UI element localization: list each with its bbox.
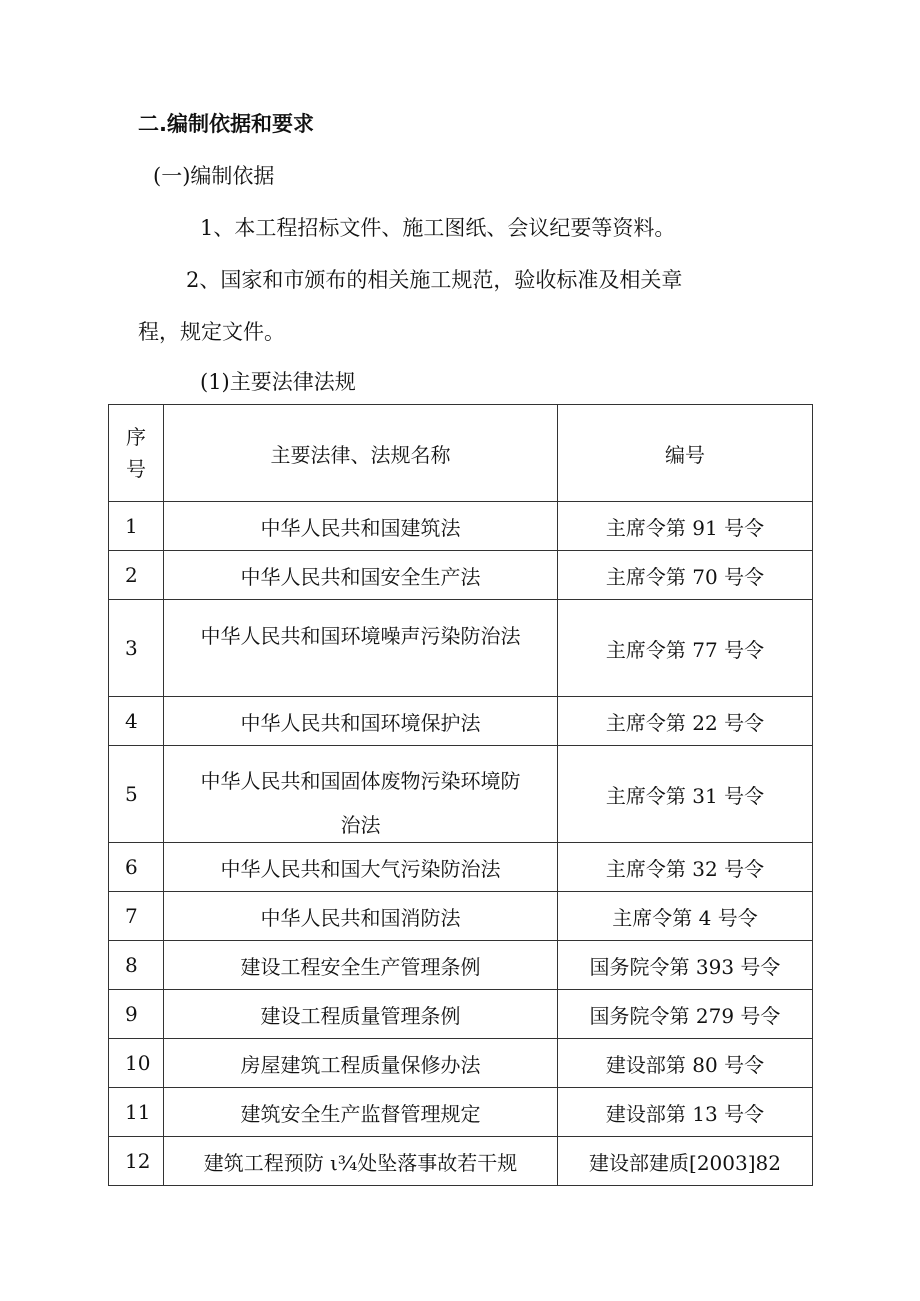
- law-code: 国务院令第 393 号令: [558, 941, 813, 990]
- law-code: 主席令第 32 号令: [558, 843, 813, 892]
- law-name: 中华人民共和国环境噪声污染防治法: [164, 600, 558, 697]
- header-law-name: 主要法律、法规名称: [164, 405, 558, 502]
- table-header-row: [109, 405, 813, 502]
- section-heading: 二.编制依据和要求: [138, 112, 314, 136]
- law-code: 主席令第 31 号令: [558, 746, 813, 843]
- header-serial-line1: 序: [126, 425, 146, 449]
- table-row: [109, 697, 813, 746]
- law-name: 建筑工程预防 ι¾处坠落事故若干规: [164, 1137, 558, 1186]
- header-serial-line2: 号: [126, 457, 146, 481]
- laws-table: [108, 404, 813, 1186]
- row-number: 3: [109, 600, 164, 697]
- table-row: [109, 746, 813, 843]
- row-number: 7: [109, 892, 164, 941]
- law-name: 中华人民共和国安全生产法: [164, 551, 558, 600]
- law-name: 中华人民共和国环境保护法: [164, 697, 558, 746]
- law-code: 建设部第 80 号令: [558, 1039, 813, 1088]
- table-row: [109, 843, 813, 892]
- law-code: 国务院令第 279 号令: [558, 990, 813, 1039]
- subsection-heading: (一)编制依据: [153, 164, 275, 188]
- law-name-line2: 治法: [340, 814, 381, 836]
- header-code: 编号: [558, 405, 813, 502]
- law-name: 房屋建筑工程质量保修办法: [164, 1039, 558, 1088]
- row-number: 6: [109, 843, 164, 892]
- row-number: 10: [109, 1039, 164, 1088]
- law-code: 主席令第 91 号令: [558, 502, 813, 551]
- law-code: 主席令第 22 号令: [558, 697, 813, 746]
- table-row: [109, 600, 813, 697]
- law-name: 建筑安全生产监督管理规定: [164, 1088, 558, 1137]
- row-number: 2: [109, 551, 164, 600]
- law-name: 中华人民共和国消防法: [164, 892, 558, 941]
- table-row: [109, 1039, 813, 1088]
- basis-item-1: 1、本工程招标文件、施工图纸、会议纪要等资料。: [200, 216, 676, 240]
- law-name-line1: 中华人民共和国固体废物污染环境防: [200, 769, 521, 793]
- table-row: [109, 1137, 813, 1186]
- basis-item-2: 2、国家和市颁布的相关施工规范，验收标准及相关章: [186, 268, 683, 292]
- row-number: 11: [109, 1088, 164, 1137]
- law-code: 主席令第 70 号令: [558, 551, 813, 600]
- table-row: [109, 941, 813, 990]
- row-number: 5: [109, 746, 164, 843]
- table-row: [109, 502, 813, 551]
- law-name: 建设工程质量管理条例: [164, 990, 558, 1039]
- table-row: [109, 892, 813, 941]
- table-row: [109, 551, 813, 600]
- basis-item-2-continued: 程，规定文件。: [138, 320, 285, 344]
- law-code: 主席令第 4 号令: [558, 892, 813, 941]
- law-code: 建设部建质[2003]82: [558, 1137, 813, 1186]
- row-number: 4: [109, 697, 164, 746]
- row-number: 8: [109, 941, 164, 990]
- law-name: 建设工程安全生产管理条例: [164, 941, 558, 990]
- law-name: [164, 746, 558, 843]
- law-name: 中华人民共和国大气污染防治法: [164, 843, 558, 892]
- row-number: 9: [109, 990, 164, 1039]
- row-number: 1: [109, 502, 164, 551]
- law-name: 中华人民共和国建筑法: [164, 502, 558, 551]
- table-row: [109, 990, 813, 1039]
- table-caption: (1)主要法律法规: [200, 370, 356, 394]
- law-code: 主席令第 77 号令: [558, 600, 813, 697]
- law-code: 建设部第 13 号令: [558, 1088, 813, 1137]
- header-serial-number: [109, 405, 164, 502]
- row-number: 12: [109, 1137, 164, 1186]
- table-row: [109, 1088, 813, 1137]
